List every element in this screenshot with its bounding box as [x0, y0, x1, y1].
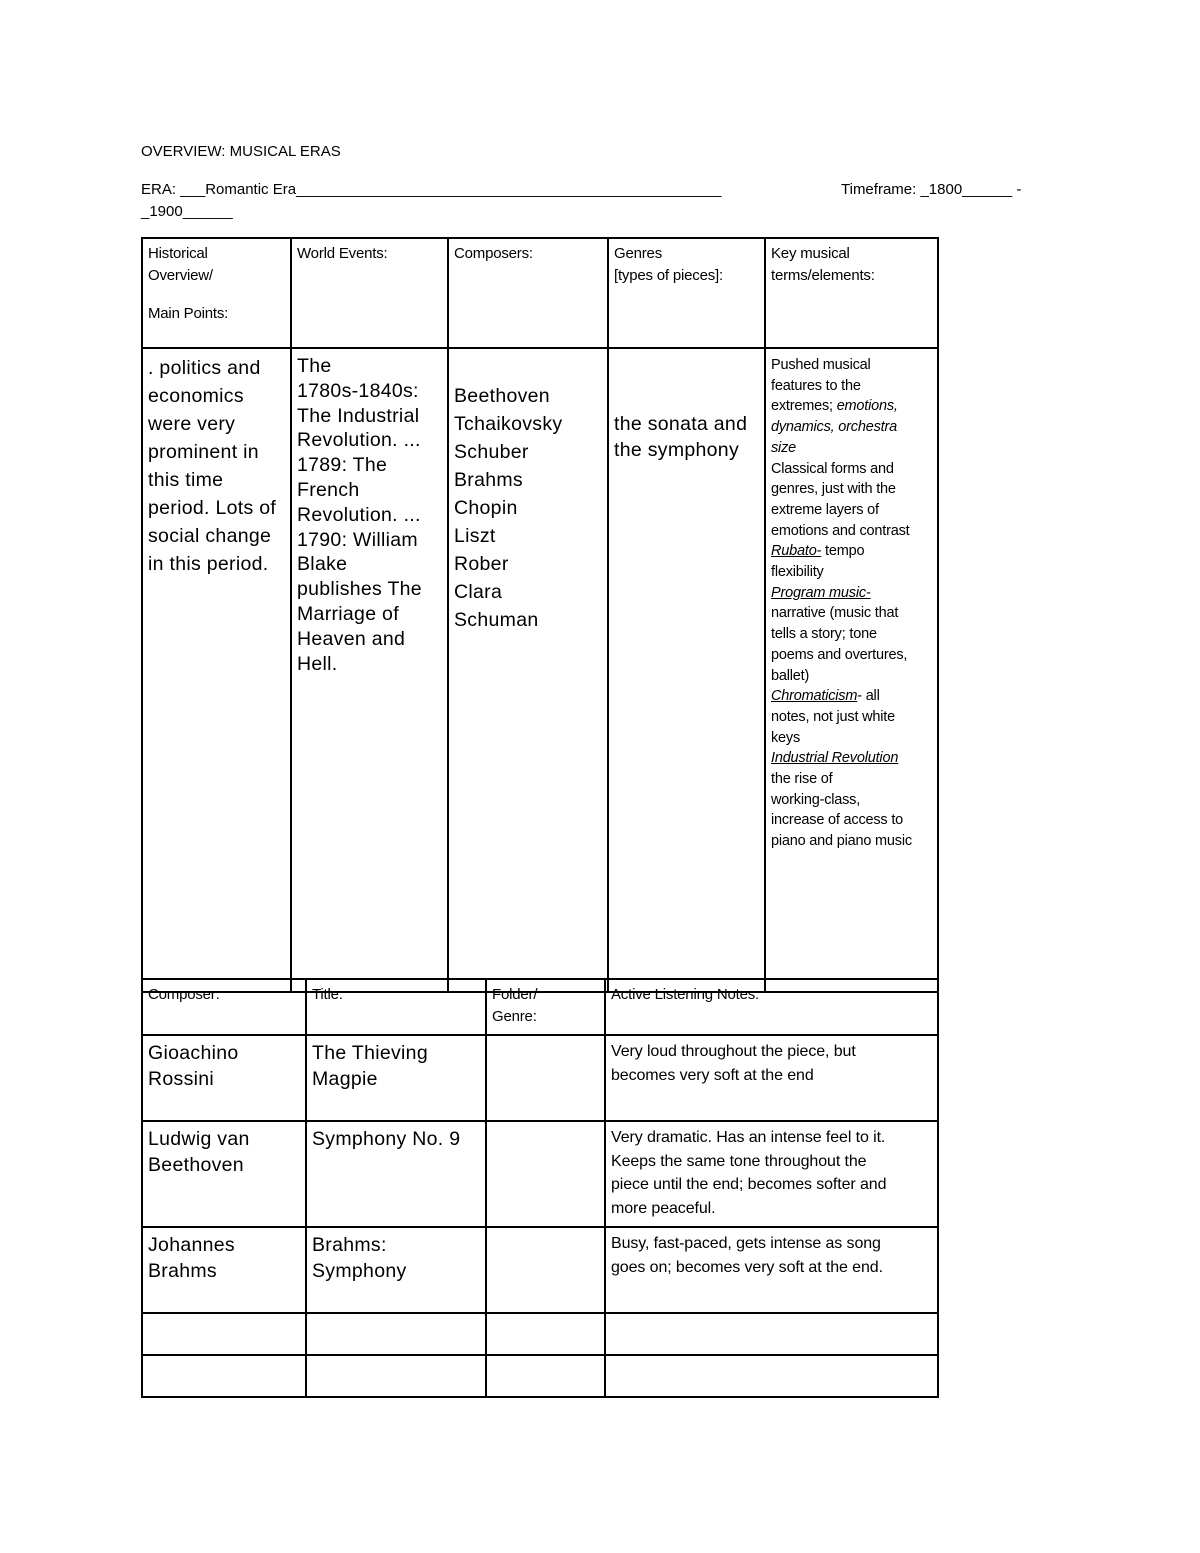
text-line: Heaven and — [297, 627, 406, 650]
empty-table-row — [142, 1355, 938, 1397]
text-line: this time — [148, 469, 224, 491]
header-world-events: World Events: — [291, 238, 448, 348]
active-listening-table — [141, 978, 939, 1398]
text-line: flexibility — [771, 564, 824, 581]
timeframe-end-field: _1900______ — [141, 203, 233, 220]
table-row — [142, 1121, 938, 1227]
term-program-music: Program music- — [771, 584, 871, 601]
text-line: 1790: William — [297, 528, 418, 551]
header-text: Historical — [148, 245, 208, 262]
header-text: Key musical — [771, 245, 850, 262]
text-line: Brahms: — [312, 1234, 387, 1256]
text-line: Revolution. ... — [297, 429, 421, 452]
era-overview-table — [141, 237, 939, 993]
text-line — [771, 541, 933, 562]
header-composer: Composer: — [142, 979, 306, 1035]
genres-cell — [608, 348, 765, 992]
text-line: piano and piano music — [771, 833, 912, 850]
term-industrial-revolution: Industrial Revolution — [771, 750, 899, 767]
text-line: emotions and contrast — [771, 522, 910, 539]
text-line: The Thieving — [312, 1042, 428, 1064]
text-line: Magpie — [312, 1068, 378, 1090]
header-key-terms — [765, 238, 938, 348]
empty-cell[interactable] — [605, 1313, 938, 1355]
text-line: 1780s-1840s: — [297, 379, 419, 402]
empty-cell[interactable] — [605, 1355, 938, 1397]
text-line: publishes The — [297, 578, 422, 601]
text-line: Keeps the same tone throughout the — [611, 1152, 867, 1170]
header-genres — [608, 238, 765, 348]
text-line: Symphony No. 9 — [312, 1128, 461, 1150]
header-text: Folder/ — [492, 986, 538, 1003]
text-line — [771, 686, 933, 707]
notes-cell — [605, 1035, 938, 1121]
composer-name: Brahms — [454, 469, 523, 491]
text-line: Pushed musical — [771, 357, 871, 373]
overview-header-row — [142, 238, 938, 348]
text-line: Rossini — [148, 1068, 215, 1090]
text-line: extreme layers of — [771, 501, 879, 518]
composer-name: Chopin — [454, 497, 518, 519]
timeframe-field: Timeframe: _1800______ - — [841, 181, 1022, 198]
composer-name: Beethoven — [454, 385, 550, 407]
text-line: features to the — [771, 377, 861, 394]
text-line: working-class, — [771, 791, 861, 808]
composer-cell — [142, 1121, 306, 1227]
text-line: genres, just with the — [771, 481, 896, 498]
text-line: The — [297, 355, 332, 377]
title-cell — [306, 1035, 486, 1121]
composer-cell — [142, 1227, 306, 1313]
text-line — [771, 396, 933, 417]
page-title: OVERVIEW: MUSICAL ERAS — [141, 143, 341, 160]
text-line: 1789: The — [297, 454, 388, 477]
text-line: prominent in — [148, 441, 259, 463]
empty-cell[interactable] — [486, 1313, 605, 1355]
folder-cell[interactable] — [486, 1227, 605, 1313]
text-line: Gioachino — [148, 1042, 239, 1064]
text-line: ballet) — [771, 667, 810, 684]
composer-cell — [142, 1035, 306, 1121]
text-line: more peaceful. — [611, 1199, 716, 1217]
title-cell — [306, 1121, 486, 1227]
title-cell — [306, 1227, 486, 1313]
notes-cell — [605, 1227, 938, 1313]
text-line: Marriage of — [297, 602, 399, 625]
empty-cell[interactable] — [142, 1355, 306, 1397]
folder-cell[interactable] — [486, 1035, 605, 1121]
text-line: Very loud throughout the piece, but — [611, 1043, 856, 1060]
text-line: Classical forms and — [771, 460, 894, 477]
emphasis-text: emotions, — [836, 398, 898, 415]
header-folder-genre — [486, 979, 605, 1035]
text-line: keys — [771, 729, 801, 746]
text-line: the rise of — [771, 771, 833, 788]
text-line: Busy, fast-paced, gets intense as song — [611, 1235, 881, 1252]
text-span: - all — [857, 688, 880, 705]
text-line: social change — [148, 525, 272, 547]
empty-table-row — [142, 1313, 938, 1355]
text-line: Ludwig van — [148, 1128, 250, 1150]
text-line: Very dramatic. Has an intense feel to it. — [611, 1129, 886, 1146]
header-text: [types of pieces]: — [614, 267, 723, 284]
table-row — [142, 1227, 938, 1313]
text-line: Johannes — [148, 1234, 235, 1256]
key-terms-cell — [765, 348, 938, 992]
empty-cell[interactable] — [486, 1355, 605, 1397]
notes-cell — [605, 1121, 938, 1227]
composer-name: Clara — [454, 581, 503, 603]
text-line: increase of access to — [771, 812, 904, 829]
table-row — [142, 1035, 938, 1121]
text-line: Blake — [297, 553, 348, 576]
text-line: The Industrial — [297, 404, 420, 427]
text-line: Hell. — [297, 652, 338, 675]
listening-header-row — [142, 979, 938, 1035]
emphasis-text: size — [771, 439, 796, 456]
text-line: the sonata and — [614, 413, 748, 435]
world-events-cell — [291, 348, 448, 992]
text-line: poems and overtures, — [771, 646, 908, 663]
text-line: Revolution. ... — [297, 503, 421, 526]
text-line: period. Lots of — [148, 497, 277, 519]
composer-name: Schuber — [454, 441, 529, 463]
text-line: the symphony — [614, 439, 739, 461]
text-line: in this period. — [148, 553, 269, 575]
text-line: Symphony — [312, 1260, 407, 1282]
term-rubato: Rubato- — [771, 543, 822, 560]
header-text: Genre: — [492, 1008, 537, 1025]
text-line: narrative (music that — [771, 605, 899, 622]
header-text: Overview/ — [148, 267, 213, 284]
header-text: Main Points: — [148, 305, 229, 322]
header-historical-overview — [142, 238, 291, 348]
header-listening-notes: Active Listening Notes: — [605, 979, 938, 1035]
term-chromaticism: Chromaticism — [771, 688, 858, 705]
text-line: Brahms — [148, 1260, 217, 1282]
empty-cell[interactable] — [142, 1313, 306, 1355]
text-line: French — [297, 478, 360, 501]
emphasis-text: dynamics, orchestra — [771, 419, 897, 436]
text-line: economics — [148, 385, 244, 407]
text-line: piece until the end; becomes softer and — [611, 1176, 887, 1193]
empty-cell[interactable] — [306, 1355, 486, 1397]
header-text: terms/elements: — [771, 267, 875, 284]
text-span: extremes; — [771, 398, 837, 415]
composer-name: Rober — [454, 553, 509, 575]
folder-cell[interactable] — [486, 1121, 605, 1227]
composer-name: Tchaikovsky — [454, 413, 563, 435]
header-composers: Composers: — [448, 238, 608, 348]
overview-content-row — [142, 348, 938, 992]
text-line: were very — [148, 413, 236, 435]
composers-cell — [448, 348, 608, 992]
text-line: . politics and — [148, 357, 261, 379]
composer-name: Schuman — [454, 609, 539, 631]
text-line: becomes very soft at the end — [611, 1066, 814, 1084]
header-text: Genres — [614, 245, 662, 262]
composer-name: Liszt — [454, 525, 496, 547]
text-line: tells a story; tone — [771, 626, 877, 643]
text-span: tempo — [821, 543, 865, 560]
text-line: notes, not just white — [771, 708, 895, 725]
text-line: Beethoven — [148, 1154, 244, 1176]
empty-cell[interactable] — [306, 1313, 486, 1355]
header-title: Title: — [306, 979, 486, 1035]
text-line: goes on; becomes very soft at the end. — [611, 1258, 883, 1276]
historical-overview-cell — [142, 348, 291, 992]
era-field: ERA: ___Romantic Era___________________________________________________ — [141, 181, 722, 198]
